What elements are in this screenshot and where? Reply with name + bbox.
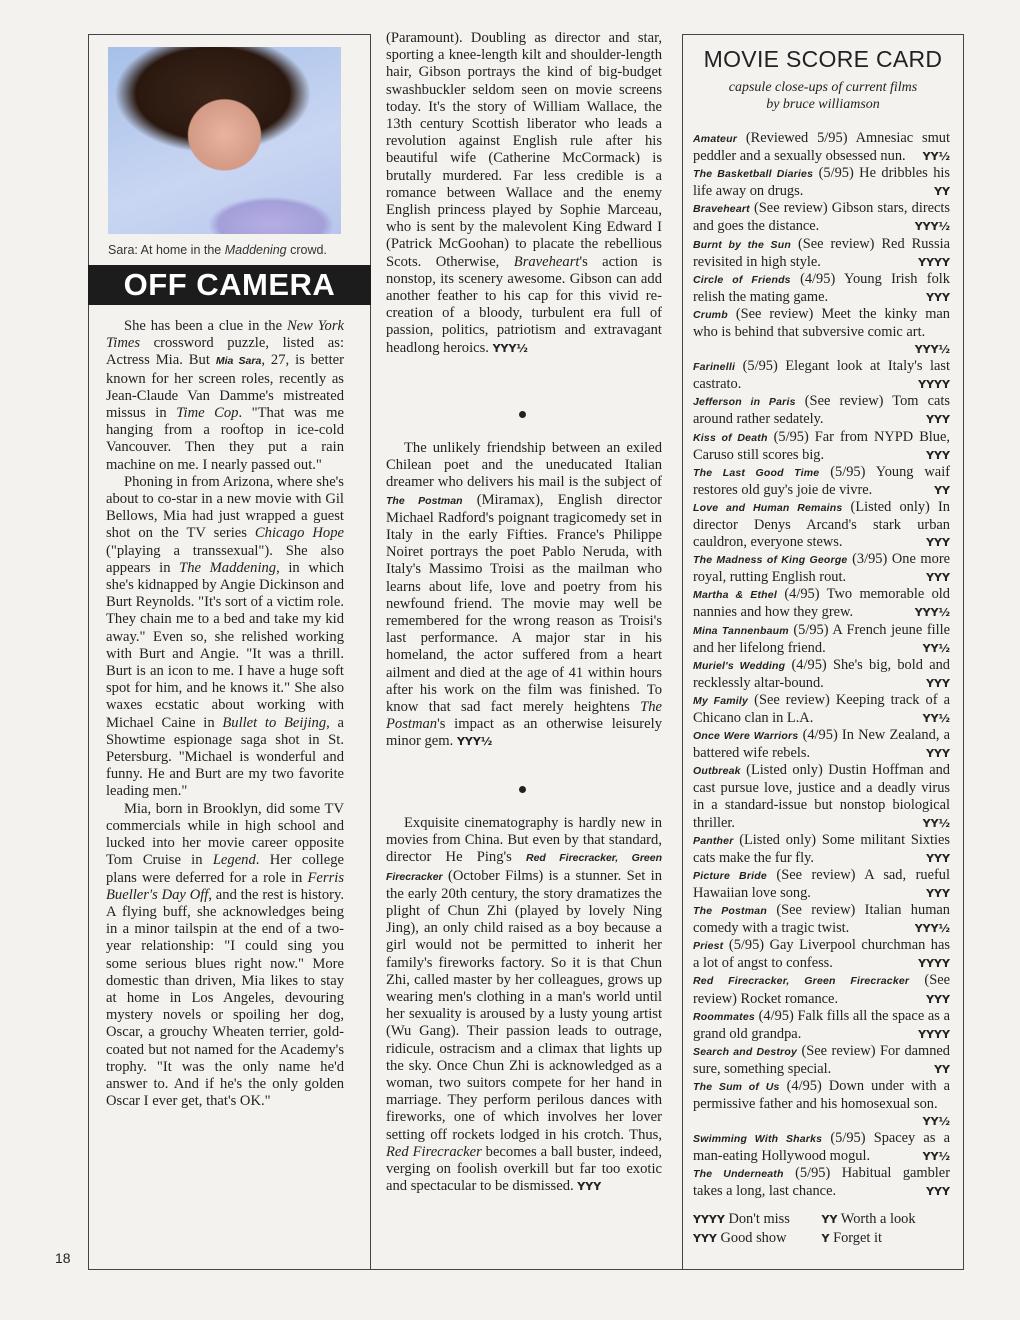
legend-item: YYY Good show — [693, 1230, 787, 1246]
score-card-entry: Roommates (4/95) Falk fills all the space as a grand old grandpa. YYYY — [693, 1007, 950, 1042]
score-card-entry: The Madness of King George (3/95) One more royal, rutting English rout. YYY — [693, 551, 950, 586]
score-card-entry: Kiss of Death (5/95) Far from NYPD Blue, Caruso still scores big. YYY — [693, 428, 950, 463]
photo-caption: Sara: At home in the Maddening crowd. — [108, 243, 327, 257]
section-bullet — [519, 411, 526, 418]
review-paragraph: Exquisite cinematography is hardly new in movies from China. But even by that standard, director He Ping's Red Firecracker, Green Firecracker (October Films) is a stunner. Set in the early 20th century, the story dramatizes the plight of Chun Zhi (played by lovely Ning Jing), an only child raised as a boy because a girl would not be permitted to inherit her family's fireworks factory. So it is that Chun Zhi, called master by her colleagues, grows up wearing men's clothing in a man's world until her sexuality is aroused by a lusty young artist (Wu Gang). Their passion leads to outrage, ridicule, ostracism and a climax that lights up the sky. Once Chun Zhi is acknowledged as a woman, two suitors compete for her hand in marriage. They perform perilous dances with fireworks, one of which involves her lover setting off rockets lodged in his crotch. Thus, Red Firecracker becomes a ball buster, indeed, verging on foolish overkill but far too exotic and spectacular to be dismissed. YYY — [386, 815, 663, 1195]
score-card-entry: Braveheart (See review) Gibson stars, directs and goes the distance. YYY½ — [693, 200, 950, 235]
score-card-entry: Mina Tannenbaum (5/95) A French jeune fille and her lifelong friend. YY½ — [693, 621, 950, 656]
score-card-entry: The Basketball Diaries (5/95) He dribbles his life away on drugs. YY — [693, 165, 950, 200]
legend-item: YY Worth a look — [821, 1211, 916, 1227]
section-heading: OFF CAMERA — [88, 265, 371, 305]
score-card-entry: Crumb (See review) Meet the kinky man who is behind that subversive comic art. YYY½ — [693, 305, 950, 357]
score-card-entry: Priest (5/95) Gay Liverpool churchman has a lot of angst to confess. YYYY — [693, 937, 950, 972]
score-card-entry: Circle of Friends (4/95) Young Irish folk relish the mating game. YYY — [693, 270, 950, 305]
article-paragraph: Mia, born in Brooklyn, did some TV commercials while in high school and lucked into her movie career opposite Tom Cruise in Legend. Her college plans were deferred for a role in Ferris Bueller's Day Off, and the rest is history. A flying buff, she acknowledges being in a minor tailspin at the end of a two-year relationship: "I could sing you some serious blues right now." More domestic than driven, Mia likes to stay at home in Los Angeles, devouring mystery novels or spoiling her dog, Oscar, a grouchy Wheaten terrier, gold-coated but not named for the Academy's trophy. "It was the only name he'd answer to. And if he's the only golden Oscar I ever get, that's OK." — [106, 800, 344, 1110]
score-card-entry: The Postman (See review) Italian human comedy with a tragic twist. YYY½ — [693, 902, 950, 937]
article-paragraph: Phoning in from Arizona, where she's about to co-star in a new movie with Gil Bellows, Mia had just wrapped a guest shot on the TV series Chicago Hope ("playing a transsexual"). She also appears in The Maddening, in which she's kidnapped by Angie Dickinson and Burt Reynolds. "It's sort of a victim role. They chain me to a bed and take my kid away." Even so, she relished working with Burt and Angie. "It was a thrill. Burt is an icon to me. I have a huge soft spot for him, and he knows it." She also waxes ecstatic about working with Michael Caine in Bullet to Beijing, a Showtime espionage saga shot in St. Petersburg. "Michael is wonderful and funny. He and Burt are my two favorite leading men." — [106, 473, 344, 800]
score-card-entry: Panther (Listed only) Some militant Sixties cats make the fur fly. YYY — [693, 831, 950, 866]
score-card-entry: Farinelli (5/95) Elegant look at Italy's last castrato. YYYY — [693, 358, 950, 393]
rating-legend — [693, 1210, 950, 1248]
score-card-entry: The Underneath (5/95) Habitual gambler takes a long, last chance. YYY — [693, 1165, 950, 1200]
legend-item: YYYY Don't miss — [693, 1211, 790, 1227]
braveheart-review — [386, 30, 662, 357]
score-card-entry: Outbreak (Listed only) Dustin Hoffman and cast pursue love, justice and a deadly virus in a standard-issue but nonstop biological thriller. YY½ — [693, 762, 950, 831]
mia-sara-photo — [108, 47, 341, 234]
page-number: 18 — [55, 1250, 71, 1266]
review-paragraph: (Paramount). Doubling as director and star, sporting a knee-length kilt and shoulder-length hair, Gibson portrays the kind of big-budget swashbuckler seldom seen on movie screens today. It's the story of William Wallace, the 13th century Scottish liberator who leads a revolution against English rule after his beautiful wife (Catherine McCormack) is brutally murdered. Far less credible is a romance between Wallace and the enemy English princess played by Sophie Marceau, who is sent by the malevolent King Edward I (Patrick McGoohan) to placate the rebellious Scots. Otherwise, Braveheart's action is nonstop, its scenery awesome. Gibson can add another feather to his cap for this vivid re-creation of a bloody, turbulent era full of passion, politics, patriotism and extravagant headlong heroics. YYY½ — [386, 30, 663, 356]
score-card-entry: My Family (See review) Keeping track of a Chicano clan in L.A. YY½ — [693, 691, 950, 726]
review-paragraph: The unlikely friendship between an exiled Chilean poet and the uneducated Italian dreamer who delivers his mail is the subject of The Postman (Miramax), English director Michael Radford's poignant tragicomedy set in Italy in the early Fifties. France's Philippe Noiret portrays the poet Pablo Neruda, with Italy's Massimo Troisi as the mailman who learns about life, love and poetry from his newfound friend. The movie may well be remembered for the wrong reason as Troisi's last performance. A major star in his homeland, the actor suffered from a heart ailment and died at the age of 41 within hours after his work on the film was finished. To know that sad fact merely heightens The Postman's impact as an otherwise leisurely minor gem. YYY½ — [386, 440, 662, 750]
score-card-entry: Amateur (Reviewed 5/95) Amnesiac smut peddler and a sexually obsessed nun. YY½ — [693, 130, 950, 165]
score-card-entry: Jefferson in Paris (See review) Tom cats around rather sedately. YYY — [693, 393, 950, 428]
legend-item: Y Forget it — [821, 1230, 882, 1246]
section-bullet — [519, 786, 526, 793]
score-card-entry: Red Firecracker, Green Firecracker (See review) Rocket romance. YYY — [693, 972, 950, 1007]
score-card-entry: Muriel's Wedding (4/95) She's big, bold and recklessly altar-bound. YYY — [693, 656, 950, 691]
score-card-subtitle: capsule close-ups of current films — [728, 80, 918, 95]
score-card-entry: Once Were Warriors (4/95) In New Zealand, a battered wife rebels. YYY — [693, 727, 950, 762]
score-card-entry: Burnt by the Sun (See review) Red Russia revisited in high style. YYYY — [693, 235, 951, 270]
score-card-entry: Martha & Ethel (4/95) Two memorable old nannies and how they grew. YYY½ — [693, 586, 951, 621]
score-card-entry: Picture Bride (See review) A sad, rueful Hawaiian love song. YYY — [693, 866, 950, 901]
postman-review — [386, 440, 662, 751]
score-card-entry: Love and Human Remains (Listed only) In director Denys Arcand's stark urban cauldron, everyone stews. YYY — [693, 498, 951, 551]
red-firecracker-review — [386, 815, 662, 1195]
score-card-entry: Search and Destroy (See review) For damned sure, something special. YY — [693, 1042, 950, 1077]
footer-rule — [88, 1269, 964, 1270]
score-card-list — [693, 130, 950, 1201]
off-camera-article — [106, 318, 344, 1110]
article-paragraph: She has been a clue in the New York Times crossword puzzle, listed as: Actress Mia. But Mia Sara, 27, is better known for her screen roles, recently as Jean-Claude Van Damme's mistreated missus in Time Cop. "That was me hanging from a rooftop in ice-cold Vancouver. Then they put a rain machine on me. I nearly passed out." — [106, 318, 344, 473]
score-card-byline: by bruce williamson — [766, 97, 880, 112]
score-card-entry: The Last Good Time (5/95) Young waif restores old guy's joie de vivre. YY — [693, 463, 950, 498]
score-card-entry: Swimming With Sharks (5/95) Spacey as a man-eating Hollywood mogul. YY½ — [693, 1130, 950, 1165]
score-card-title: MOVIE SCORE CARD — [703, 46, 943, 72]
score-card-entry: The Sum of Us (4/95) Down under with a permissive father and his homosexual son. YY½ — [693, 1077, 950, 1129]
